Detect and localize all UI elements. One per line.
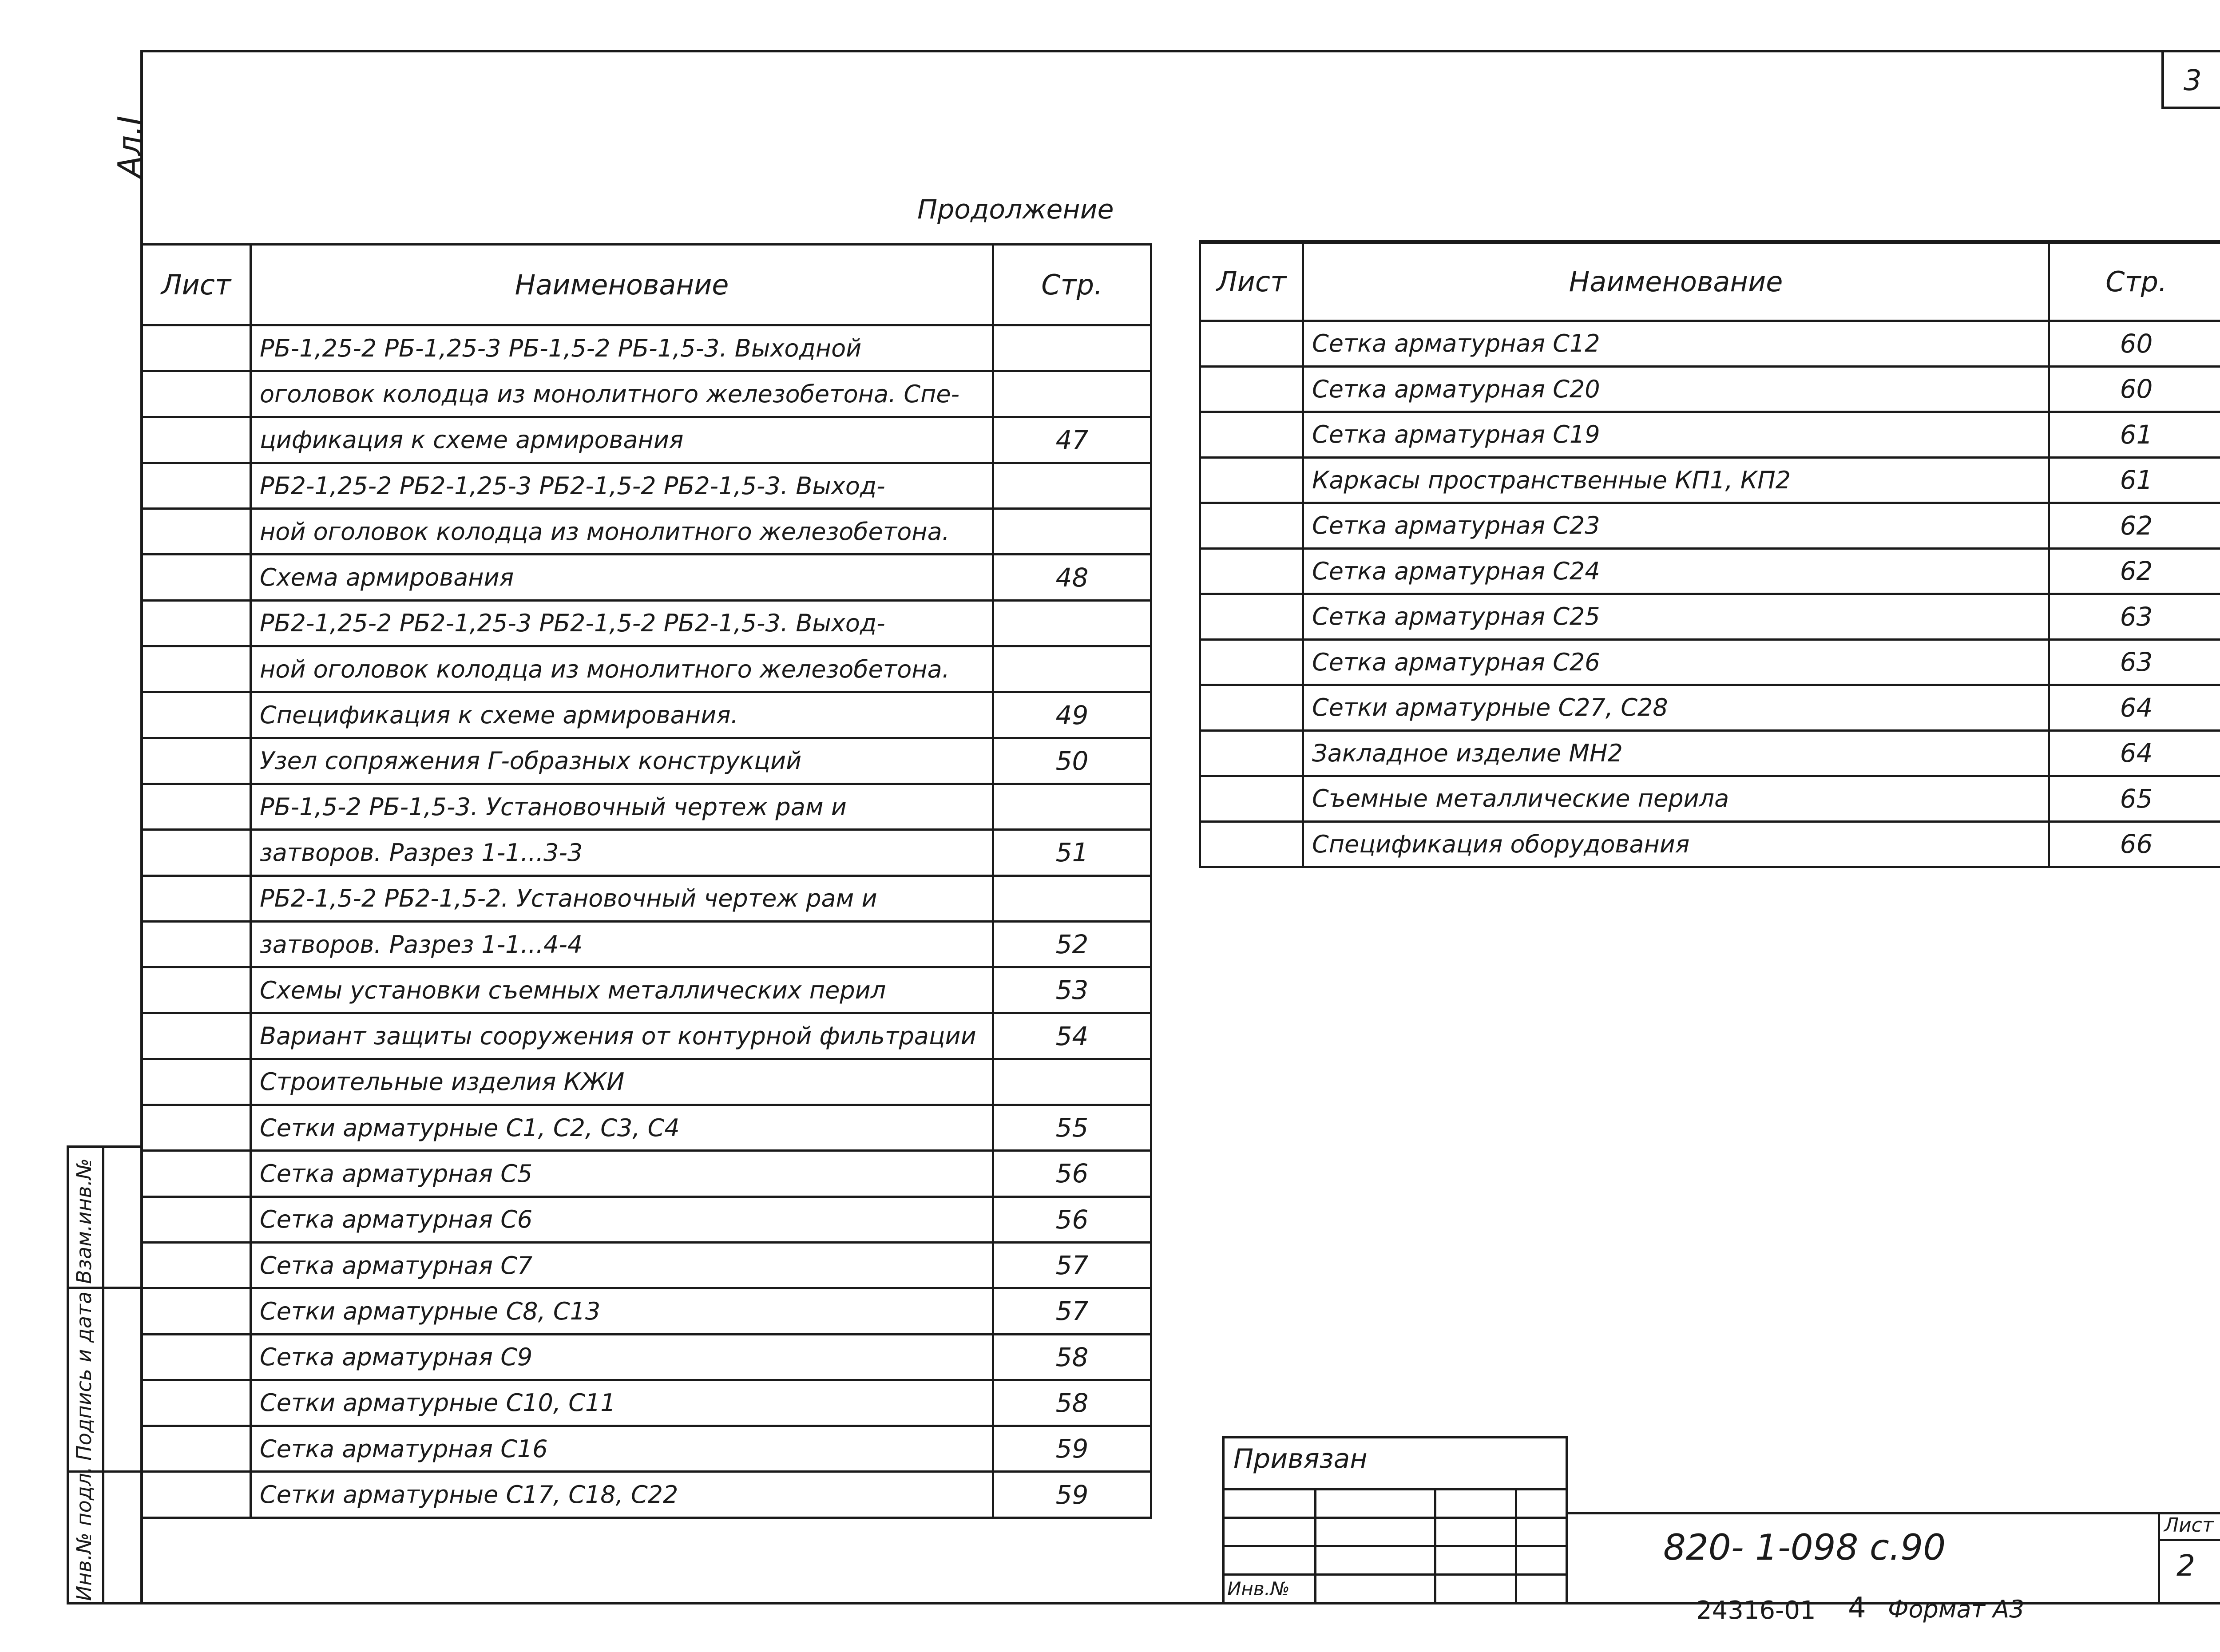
cell-page: 50	[993, 738, 1151, 784]
cell-name: Сетка арматурная С12	[1303, 321, 2049, 367]
cell-sheet	[142, 876, 251, 921]
privyazan-col-1	[1314, 1488, 1316, 1604]
cell-page: 55	[993, 1105, 1151, 1151]
cell-name: Сетка арматурная С20	[1303, 366, 2049, 412]
table-row	[1200, 685, 2220, 731]
table-row	[1200, 548, 2220, 594]
cell-name: Закладное изделие МН2	[1303, 730, 2049, 776]
right-contents-table	[1199, 242, 2220, 868]
side-label: Ал.I	[111, 115, 148, 178]
privyazan-title: Привязан	[1233, 1443, 1368, 1474]
table-row	[142, 600, 1151, 646]
cell-page	[993, 371, 1151, 417]
cell-name: Сетка арматурная С6	[251, 1196, 993, 1242]
header-sheet: Лист	[142, 245, 251, 325]
table-row	[142, 417, 1151, 463]
cell-page: 53	[993, 967, 1151, 1013]
cell-sheet	[142, 1105, 251, 1151]
cell-name: Каркасы пространственные КП1, КП2	[1303, 457, 2049, 503]
table-row	[1200, 821, 2220, 867]
cell-page: 52	[993, 921, 1151, 967]
cell-name: Сетка арматурная С25	[1303, 594, 2049, 640]
cell-name: Строительные изделия КЖИ	[251, 1059, 993, 1105]
side-stamp-rule-1	[67, 1287, 143, 1289]
side-stamp-inv-podl: Инв.№ подл.	[72, 1466, 96, 1601]
cell-page	[993, 463, 1151, 508]
cell-page: 60	[2049, 321, 2220, 367]
cell-name: Сетка арматурная С16	[251, 1426, 993, 1472]
cell-page: 51	[993, 830, 1151, 876]
cell-name: РБ2-1,5-2 РБ2-1,5-2. Установочный чертеж рам и	[251, 876, 993, 921]
cell-sheet	[1200, 366, 1303, 412]
cell-page	[993, 1059, 1151, 1105]
cell-page: 56	[993, 1196, 1151, 1242]
cell-name: Съемные металлические перила	[1303, 776, 2049, 822]
cell-name: затворов. Разрез 1-1...4-4	[251, 921, 993, 967]
cell-page: 58	[993, 1334, 1151, 1380]
cell-page: 61	[2049, 412, 2220, 458]
cell-sheet	[142, 646, 251, 692]
table-row	[1200, 594, 2220, 640]
cell-sheet	[142, 967, 251, 1013]
cell-name: Узел сопряжения Г-образных конструкций	[251, 738, 993, 784]
cell-sheet	[1200, 457, 1303, 503]
cell-name: Сетка арматурная С26	[1303, 639, 2049, 685]
cell-page: 54	[993, 1013, 1151, 1059]
cell-sheet	[1200, 730, 1303, 776]
cell-name: РБ2-1,25-2 РБ2-1,25-3 РБ2-1,5-2 РБ2-1,5-3. Выход-	[251, 463, 993, 508]
continuation-title: Продолжение	[917, 194, 1114, 225]
cell-page: 47	[993, 417, 1151, 463]
cell-page	[993, 876, 1151, 921]
cell-page: 49	[993, 692, 1151, 738]
cell-page: 57	[993, 1242, 1151, 1288]
sheet-number: 2	[2176, 1549, 2195, 1583]
table-row	[1200, 366, 2220, 412]
cell-page: 61	[2049, 457, 2220, 503]
cell-name: Сетки арматурные С27, С28	[1303, 685, 2049, 731]
table-row	[142, 1105, 1151, 1151]
cell-sheet	[142, 1472, 251, 1517]
cell-sheet	[142, 738, 251, 784]
cell-name: Сетка арматурная С7	[251, 1242, 993, 1288]
cell-name: Схемы установки съемных металлических перил	[251, 967, 993, 1013]
format-label: Формат А3	[1888, 1595, 2025, 1623]
cell-name: РБ-1,5-2 РБ-1,5-3. Установочный чертеж рам и	[251, 784, 993, 829]
order-number: 24316-01	[1696, 1596, 1816, 1625]
cell-sheet	[1200, 821, 1303, 867]
cell-sheet	[142, 371, 251, 417]
cell-name: Сетки арматурные С10, С11	[251, 1380, 993, 1426]
header-sheet: Лист	[1200, 243, 1303, 321]
cell-sheet	[142, 325, 251, 371]
table-row	[142, 1196, 1151, 1242]
cell-page: 65	[2049, 776, 2220, 822]
table-row	[142, 555, 1151, 600]
cell-page	[993, 600, 1151, 646]
cell-sheet	[142, 555, 251, 600]
cell-sheet	[142, 1426, 251, 1472]
cell-name: ной оголовок колодца из монолитного железобетона.	[251, 509, 993, 555]
cell-page	[993, 646, 1151, 692]
table-row	[1200, 503, 2220, 549]
table-row	[142, 325, 1151, 371]
cell-page: 59	[993, 1426, 1151, 1472]
cell-sheet	[142, 1288, 251, 1334]
title-block-sheet-divider	[2158, 1512, 2160, 1604]
header-name: Наименование	[1303, 243, 2049, 321]
cell-page: 63	[2049, 639, 2220, 685]
table-row	[1200, 639, 2220, 685]
sheet-label: Лист	[2164, 1514, 2214, 1537]
cell-page: 63	[2049, 594, 2220, 640]
cell-sheet	[142, 692, 251, 738]
cell-sheet	[1200, 776, 1303, 822]
table-row	[142, 738, 1151, 784]
cell-page	[993, 784, 1151, 829]
table-row	[142, 1426, 1151, 1472]
cell-page: 62	[2049, 548, 2220, 594]
cell-page: 62	[2049, 503, 2220, 549]
cell-name: Сетка арматурная С19	[1303, 412, 2049, 458]
table-row	[1200, 457, 2220, 503]
privyazan-col-3	[1515, 1488, 1517, 1604]
cell-name: Спецификация оборудования	[1303, 821, 2049, 867]
cell-name: Сетки арматурные С8, С13	[251, 1288, 993, 1334]
cell-name: Сетка арматурная С9	[251, 1334, 993, 1380]
cell-name: Сетка арматурная С23	[1303, 503, 2049, 549]
title-block-top	[1567, 1512, 2220, 1514]
cell-name: Вариант защиты сооружения от контурной фильтрации	[251, 1013, 993, 1059]
cell-name: Схема армирования	[251, 555, 993, 600]
table-row	[142, 463, 1151, 508]
cell-sheet	[142, 1334, 251, 1380]
table-row	[1200, 730, 2220, 776]
cell-sheet	[1200, 594, 1303, 640]
cell-name: затворов. Разрез 1-1...3-3	[251, 830, 993, 876]
cell-name: РБ-1,25-2 РБ-1,25-3 РБ-1,5-2 РБ-1,5-3. Выходной	[251, 325, 993, 371]
cell-page: 57	[993, 1288, 1151, 1334]
cell-page: 66	[2049, 821, 2220, 867]
cell-sheet	[142, 1380, 251, 1426]
cell-name: цификация к схеме армирования	[251, 417, 993, 463]
table-row	[142, 1288, 1151, 1334]
table-row	[142, 967, 1151, 1013]
table-row	[142, 1334, 1151, 1380]
table-row	[142, 1242, 1151, 1288]
cell-name: оголовок колодца из монолитного железобетона. Спе-	[251, 371, 993, 417]
table-row	[142, 1472, 1151, 1517]
side-stamp-podpis-data: Подпись и дата	[72, 1291, 96, 1461]
table-row	[142, 371, 1151, 417]
left-contents-table	[140, 243, 1152, 1519]
table-row	[1200, 776, 2220, 822]
cell-name: Сетки арматурные С17, С18, С22	[251, 1472, 993, 1517]
cell-page: 58	[993, 1380, 1151, 1426]
cell-page: 56	[993, 1151, 1151, 1196]
table-header-row	[142, 245, 1151, 325]
cell-name: Спецификация к схеме армирования.	[251, 692, 993, 738]
cell-page: 60	[2049, 366, 2220, 412]
cell-sheet	[142, 1196, 251, 1242]
table-row	[142, 784, 1151, 829]
cell-name: РБ2-1,25-2 РБ2-1,25-3 РБ2-1,5-2 РБ2-1,5-3. Выход-	[251, 600, 993, 646]
copy-number: 4	[1848, 1592, 1866, 1624]
table-row	[1200, 412, 2220, 458]
cell-sheet	[142, 784, 251, 829]
cell-name: Сетка арматурная С5	[251, 1151, 993, 1196]
header-page: Стр.	[993, 245, 1151, 325]
cell-sheet	[142, 509, 251, 555]
table-row	[142, 646, 1151, 692]
side-stamp-divider	[102, 1145, 104, 1604]
header-page: Стр.	[2049, 243, 2220, 321]
table-row	[142, 1013, 1151, 1059]
cell-sheet	[1200, 639, 1303, 685]
table-row	[1200, 321, 2220, 367]
cell-sheet	[1200, 412, 1303, 458]
cell-sheet	[142, 417, 251, 463]
table-row	[142, 1380, 1151, 1426]
table-row	[142, 921, 1151, 967]
side-stamp-vzam-inv: Взам.инв.№	[72, 1158, 96, 1284]
table-row	[142, 509, 1151, 555]
document-code: 820- 1-098 с.90	[1663, 1527, 1946, 1568]
cell-page: 59	[993, 1472, 1151, 1517]
header-name: Наименование	[251, 245, 993, 325]
table-row	[142, 1151, 1151, 1196]
cell-sheet	[142, 600, 251, 646]
cell-sheet	[1200, 685, 1303, 731]
cell-sheet	[1200, 321, 1303, 367]
cell-page: 48	[993, 555, 1151, 600]
cell-sheet	[142, 463, 251, 508]
table-row	[142, 692, 1151, 738]
table-header-row	[1200, 243, 2220, 321]
corner-sheet-number: 3	[2184, 64, 2202, 97]
table-row	[142, 876, 1151, 921]
cell-name: ной оголовок колодца из монолитного железобетона.	[251, 646, 993, 692]
cell-name: Сетки арматурные С1, С2, С3, С4	[251, 1105, 993, 1151]
cell-sheet	[142, 1151, 251, 1196]
cell-sheet	[1200, 548, 1303, 594]
cell-sheet	[1200, 503, 1303, 549]
cell-sheet	[142, 1059, 251, 1105]
cell-page: 64	[2049, 685, 2220, 731]
cell-page	[993, 509, 1151, 555]
table-row	[142, 1059, 1151, 1105]
cell-sheet	[142, 1242, 251, 1288]
title-block-sheet-rule	[2158, 1539, 2220, 1541]
cell-sheet	[142, 921, 251, 967]
cell-name: Сетка арматурная С24	[1303, 548, 2049, 594]
cell-sheet	[142, 1013, 251, 1059]
privyazan-inv-label: Инв.№	[1227, 1578, 1290, 1600]
cell-page	[993, 325, 1151, 371]
cell-page: 64	[2049, 730, 2220, 776]
table-row	[142, 830, 1151, 876]
cell-sheet	[142, 830, 251, 876]
privyazan-col-2	[1434, 1488, 1436, 1604]
